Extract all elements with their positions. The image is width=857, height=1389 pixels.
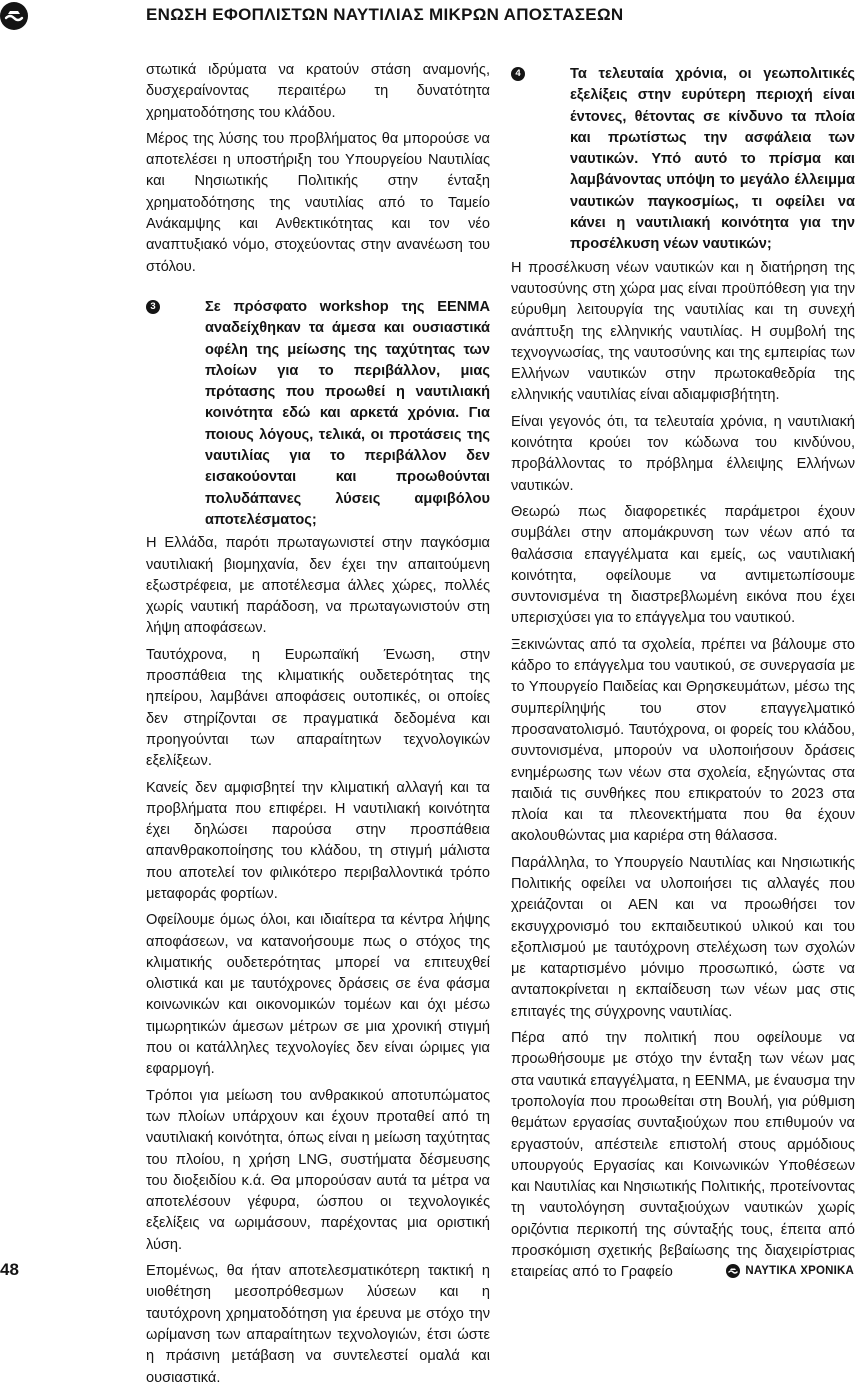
question-number-badge: 3 bbox=[146, 300, 160, 314]
answer-paragraph: Κανείς δεν αμφισβητεί την κλιματική αλλαγή και τα προβλήματα που επιφέρει. Η ναυτιλιακή κοινότητα έχει δηλώσει παρούσα στην προσπάθεια απανθρακοποίησης του κλάδου, τη στιγμή μάλιστα που αποτελεί τον φιλικότερο περιβαλλοντικά τρόπο μεταφοράς φορτίων. bbox=[146, 779, 490, 902]
answer-paragraph: Θεωρώ πως διαφορετικές παράμετροι έχουν συμβάλει στην απομάκρυνση των νέων από τα θαλάσσια επαγγέλματα και εμείς, ως ναυτιλιακή κοινότητα, οφείλουμε να αντιμετωπίσουμε συντονισμένα τη διαστρεβλωμένη εικόνα που έχει υπερισχύσει για το επάγγελμα του ναυτικού. bbox=[511, 503, 855, 627]
answer-paragraph: Ξεκινώντας από τα σχολεία, πρέπει να βάλουμε στο κάδρο το επάγγελμα του ναυτικού, σε συνεργασία με το Υπουργείο Παιδείας και Θρησκευμάτων, μέσω της συμπερίληψής του στον επαγγελματικό προσανατολισμό. Ταυτόχρονα, οι φορείς του κλάδου, συντονισμένα, μπορούν να υλοποιήσουν δράσεις ενημέρωσης των νέων στα σχολεία, εξηγώντας στα παιδιά τις συνθήκες που επικρατούν το 2023 στα πλοία και τα πλεονεκτήματα που θα έχουν ακολουθώντας μια καριέρα στη θάλασσα. bbox=[511, 636, 855, 845]
question-4 bbox=[511, 64, 855, 256]
question-3 bbox=[146, 297, 490, 531]
question-number-badge: 4 bbox=[511, 67, 525, 81]
footer-brand bbox=[726, 1264, 854, 1278]
question-text: Σε πρόσφατο workshop της ΕΕΝΜΑ αναδείχθηκαν τα άμεσα και ουσιαστικά οφέλη της μείωσης της ταχύτητας των πλοίων για το περιβάλλον, μιας πρότασης που προωθεί η ναυτιλιακή κοινότητα εδώ και αρκετά χρόνια. Για ποιους λόγους, τελικά, οι προτάσεις της ναυτιλίας για το περιβάλλον δεν εισακούονται και προωθούνται πολυδάπανες λύσεις αμφιβόλου αποτελέσματος; bbox=[205, 298, 490, 528]
answer-paragraph: Η προσέλκυση νέων ναυτικών και η διατήρηση της ναυτοσύνης στη χώρα μας είναι προϋπόθεση για την εύρυθμη λειτουργία της ναυτιλίας και τη συνεχή ανάπτυξη της ελληνικής ναυτιλίας. Η συμβολή της τεχνογνωσίας, της ναυτοσύνης και της εμπειρίας των Ελλήνων ναυτικών στην πρωτοκαθεδρία της ελληνικής ναυτιλίας είναι αδιαμφισβήτητη. bbox=[511, 259, 855, 404]
answer-paragraph: Πέρα από την πολιτική που οφείλουμε να προωθήσουμε με στόχο την ένταξη των νέων μας στα ναυτικά επαγγέλματα, η ΕΕΝΜΑ, με έναυσμα την τροπολογία που προωθείται στη Βουλή, για ρύθμιση θεμάτων εργασίας συνταξιούχων που επιθυμούν να εργαστούν, απέστειλε επιστολή στους αρμόδιους υπουργούς Εργασίας και Κοινωνικών Υποθέσεων και Ναυτιλίας και Νησιωτικής Πολιτικής, προτείνοντας τη ναυτολόγηση συνταξιούχων ναυτικών χωρίς οριζόντια περικοπή της σύνταξής τους, έπειτα από προσκόμιση σχετικής βεβαίωσης της διαχειρίστριας εταιρείας από το Γραφείο bbox=[511, 1030, 855, 1281]
left-column bbox=[146, 60, 490, 1389]
intro-paragraph: στωτικά ιδρύματα να κρατούν στάση αναμονής, δυσχεραίνοντας περαιτέρω τη δυνατότητα χρηματοδότησης του κλάδου. bbox=[146, 62, 490, 121]
right-column bbox=[511, 64, 855, 1284]
answer-paragraph: Ταυτόχρονα, η Ευρωπαϊκή Ένωση, στην προσπάθεια της κλιματικής ουδετερότητας της ηπείρου, λαμβάνει αποφάσεις ουτοπικές, οι οποίες δεν στηρίζονται σε πραγματικά δεδομένα και προηγούνται των απαραίτητων τεχνολογικών εξελίξεων. bbox=[146, 646, 490, 770]
answer-paragraph: Επομένως, θα ήταν αποτελεσματικότερη τακτική η υιοθέτηση μεσοπρόθεσμων λύσεων και η ταυτόχρονη χρηματοδότηση για έρευνα με στόχο την ωρίμανση των απαραίτητων τεχνολογιών, έτσι ώστε η πράσινη μετάβαση να συντελεστεί ομαλά και ουσιαστικά. bbox=[146, 1263, 490, 1386]
page-header-title: ΕΝΩΣΗ ΕΦΟΠΛΙΣΤΩΝ ΝΑΥΤΙΛΙΑΣ ΜΙΚΡΩΝ ΑΠΟΣΤΑΣΕΩΝ bbox=[146, 5, 624, 24]
ship-wave-logo-icon bbox=[0, 2, 28, 30]
footer-brand-name: ΝΑΥΤΙΚΑ ΧΡΟΝΙΚΑ bbox=[745, 1265, 854, 1277]
answer-paragraph: Τρόποι για μείωση του ανθρακικού αποτυπώματος των πλοίων υπάρχουν και έχουν προταθεί από τη ναυτιλιακή κοινότητα, όπως είναι η μείωση ταχύτητας του πλοίου, η χρήση LNG, συστήματα δέσμευσης του διοξειδίου κ.ά. Θα μπορούσαν αυτά τα μέτρα να αποτελέσουν γέφυρα, ώσπου οι τεχνολογικές εξελίξεις να ωριμάσουν, παρέχοντας μια οριστική λύση. bbox=[146, 1087, 490, 1253]
ship-wave-logo-icon bbox=[726, 1264, 740, 1278]
question-text: Τα τελευταία χρόνια, οι γεωπολιτικές εξελίξεις στην ευρύτερη περιοχή είναι έντονες, θέτοντας σε κίνδυνο τα πλοία και πρωτίστως την ασφάλεια των ναυτικών. Υπό αυτό το πρίσμα και λαμβάνοντας υπόψη το μεγάλο έλλειμμα ναυτικών παγκοσμίως, τι οφείλει να κάνει η ναυτιλιακή κοινότητα για την προσέλκυση νέων ναυτικών; bbox=[570, 66, 855, 253]
answer-paragraph: Είναι γεγονός ότι, τα τελευταία χρόνια, η ναυτιλιακή κοινότητα κρούει τον κώδωνα του κινδύνου, προβάλλοντας το πρόβλημα έλλειψης Ελλήνων ναυτικών. bbox=[511, 413, 855, 494]
answer-paragraph: Οφείλουμε όμως όλοι, και ιδιαίτερα τα κέντρα λήψης αποφάσεων, να κατανοήσουμε πως ο στόχος της κλιματικής ουδετερότητας μπορεί να επιτευχθεί ολιστικά και με ταυτόχρονες δράσεις σε ένα φάσμα κοινωνικών και οικονομικών τομέων και όχι μέσω τιμωρητικών άμεσων μέτρων σε μια χρονική στιγμή που οι κατάλληλες τεχνολογίες δεν είναι ώριμες για εφαρμογή. bbox=[146, 912, 490, 1078]
page-number: 48 bbox=[0, 1260, 19, 1279]
answer-paragraph: Η Ελλάδα, παρότι πρωταγωνιστεί στην παγκόσμια ναυτιλιακή βιομηχανία, δεν έχει την απαιτούμενη εξωστρέφεια, με αποτέλεσμα άλλες χώρες, πολλές χωρίς ναυτική παράδοση, να πρωταγωνιστούν στη λήψη αποφάσεων. bbox=[146, 535, 490, 637]
answer-paragraph: Παράλληλα, το Υπουργείο Ναυτιλίας και Νησιωτικής Πολιτικής οφείλει να υλοποιήσει τις αλλαγές που χρειάζονται οι ΑΕΝ και να προωθήσει τον εκσυγχρονισμό του εκπαιδευτικού υλικού και του εξοπλισμού με ταυτόχρονη στελέχωση των σχολών με καταρτισμένο μόνιμο προσωπικό, ώστε να ανταποκρίνεται η εκπαίδευση των νέων μας στις επιταγές της σύγχρονης ναυτιλίας. bbox=[511, 854, 855, 1020]
intro-paragraph: Μέρος της λύσης του προβλήματος θα μπορούσε να αποτελέσει η υποστήριξη του Υπουργείου Ναυτιλίας και Νησιωτικής Πολιτικής στην ένταξη χρηματοδότησης της ναυτιλίας από το Ταμείο Ανάκαμψης και Ανθεκτικότητας και τον νέο αναπτυξιακό νόμο, στοχεύοντας στην ανανέωση του στόλου. bbox=[146, 130, 490, 275]
